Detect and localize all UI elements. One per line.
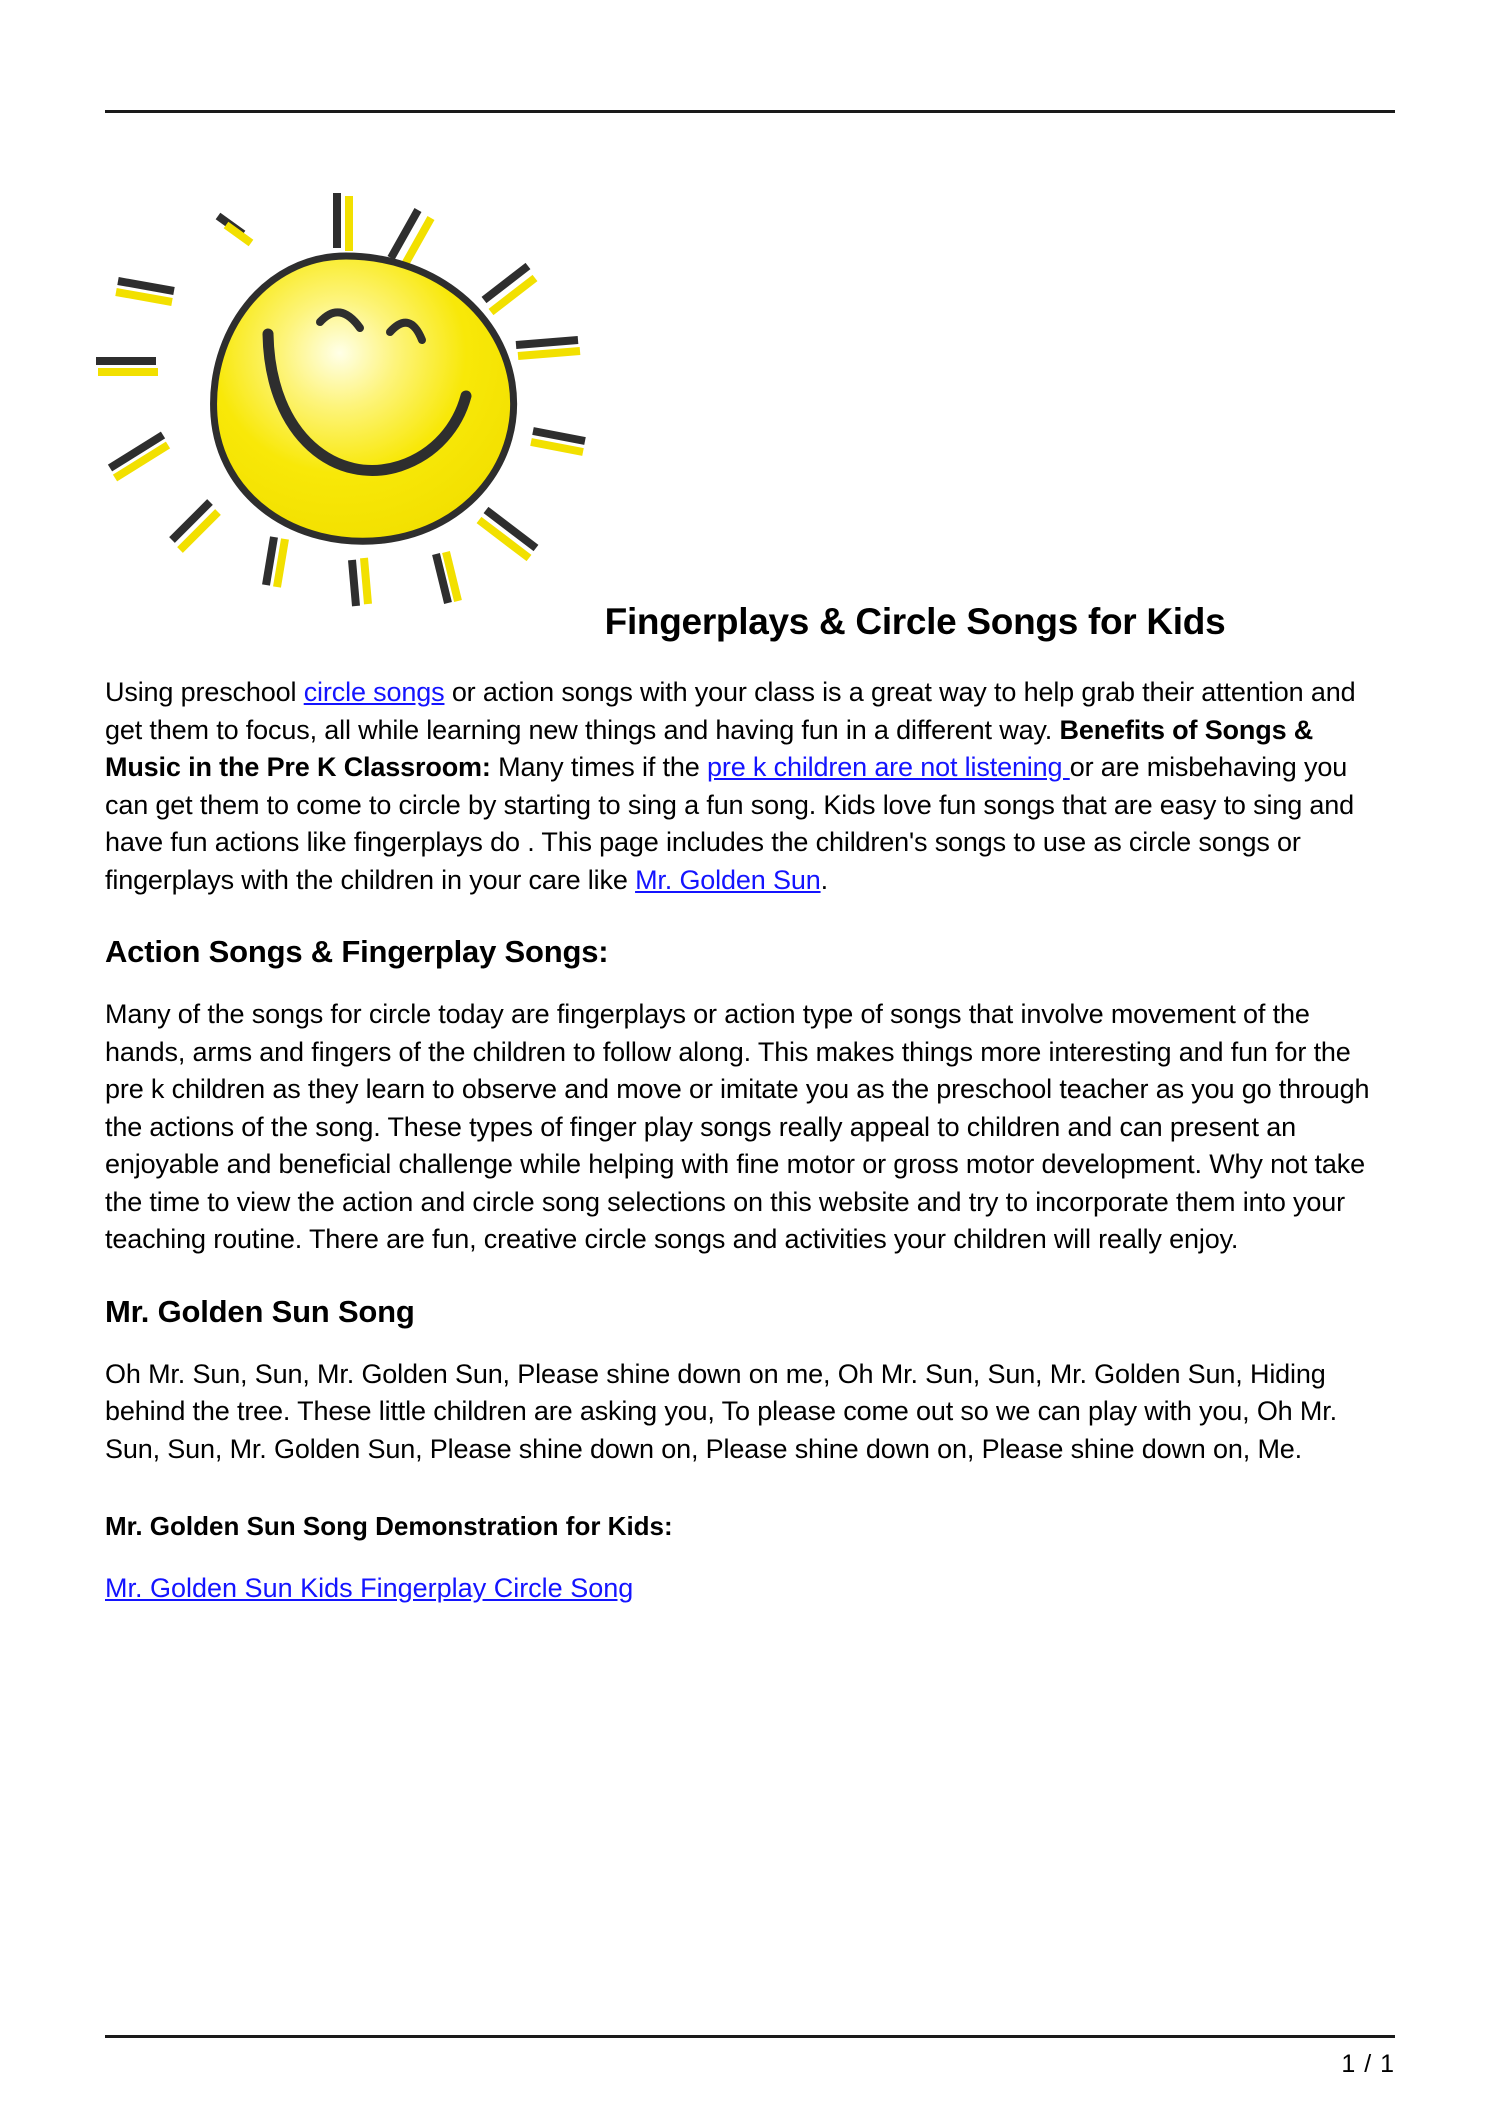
footer-divider [105,2035,1395,2038]
link-circle-songs[interactable]: circle songs [303,677,445,708]
heading-action-songs: Action Songs & Fingerplay Songs: [105,934,609,970]
document-body [105,600,1395,1607]
intro-text-1: Using preschool [105,677,304,708]
intro-text-3: Many times if the [490,752,707,783]
link-mr-golden-sun-kids-fingerplay-circle-song[interactable]: Mr. Golden Sun Kids Fingerplay Circle Song [105,1572,634,1603]
page-number: 1 / 1 [1341,2050,1395,2078]
link-mr-golden-sun[interactable]: Mr. Golden Sun [635,864,821,895]
intro-paragraph [105,674,1395,899]
intro-bold-benefits: Benefits of Songs & Music in the Pre K Classroom: [105,714,1314,783]
heading-demonstration-for-kids: Mr. Golden Sun Song Demonstration for Kids: [105,1511,673,1542]
heading-mr-golden-sun-song: Mr. Golden Sun Song [105,1293,415,1329]
demo-link-paragraph [105,1570,1395,1608]
link-pre-k-children-not-listening[interactable]: pre k children are not listening [706,752,1070,783]
mr-golden-sun-lyrics: Oh Mr. Sun, Sun, Mr. Golden Sun, Please shine down on me, Oh Mr. Sun, Sun, Mr. Golden Sun, Hiding behind the tree. These little children are asking you, To please come out so we can play with you, Oh Mr. Sun, Sun, Mr. Golden Sun, Please shine down on, Please shine down on, Please shine down on, Me. [105,1358,1337,1464]
intro-text-5: . [820,864,828,895]
intro-text-4: or are misbehaving you can get them to come to circle by starting to sing a fun song. Kids love fun songs that are easy to sing and have fun actions like fingerplays do . This page includes the children's songs to use as circle songs or fingerplays with the children in your care like [105,752,1355,895]
header-divider [105,110,1395,113]
page-title: Fingerplays & Circle Songs for Kids [604,601,1226,642]
intro-text-2: or action songs with your class is a great way to help grab their attention and get them to focus, all while learning new things and having fun in a different way. [105,677,1356,745]
smiling-sun-icon [88,148,608,633]
action-songs-paragraph: Many of the songs for circle today are fingerplays or action type of songs that involve movement of the hands, arms and fingers of the children to follow along. This makes things more interesting and fun for the pre k children as they learn to observe and move or imitate you as the preschool teacher as you go through the actions of the song. These types of finger play songs really appeal to children and can present an enjoyable and beneficial challenge while helping with fine motor or gross motor development. Why not take the time to view the action and circle song selections on this website and try to incorporate them into your teaching routine. There are fun, creative circle songs and activities your children will really enjoy. [105,999,1370,1255]
